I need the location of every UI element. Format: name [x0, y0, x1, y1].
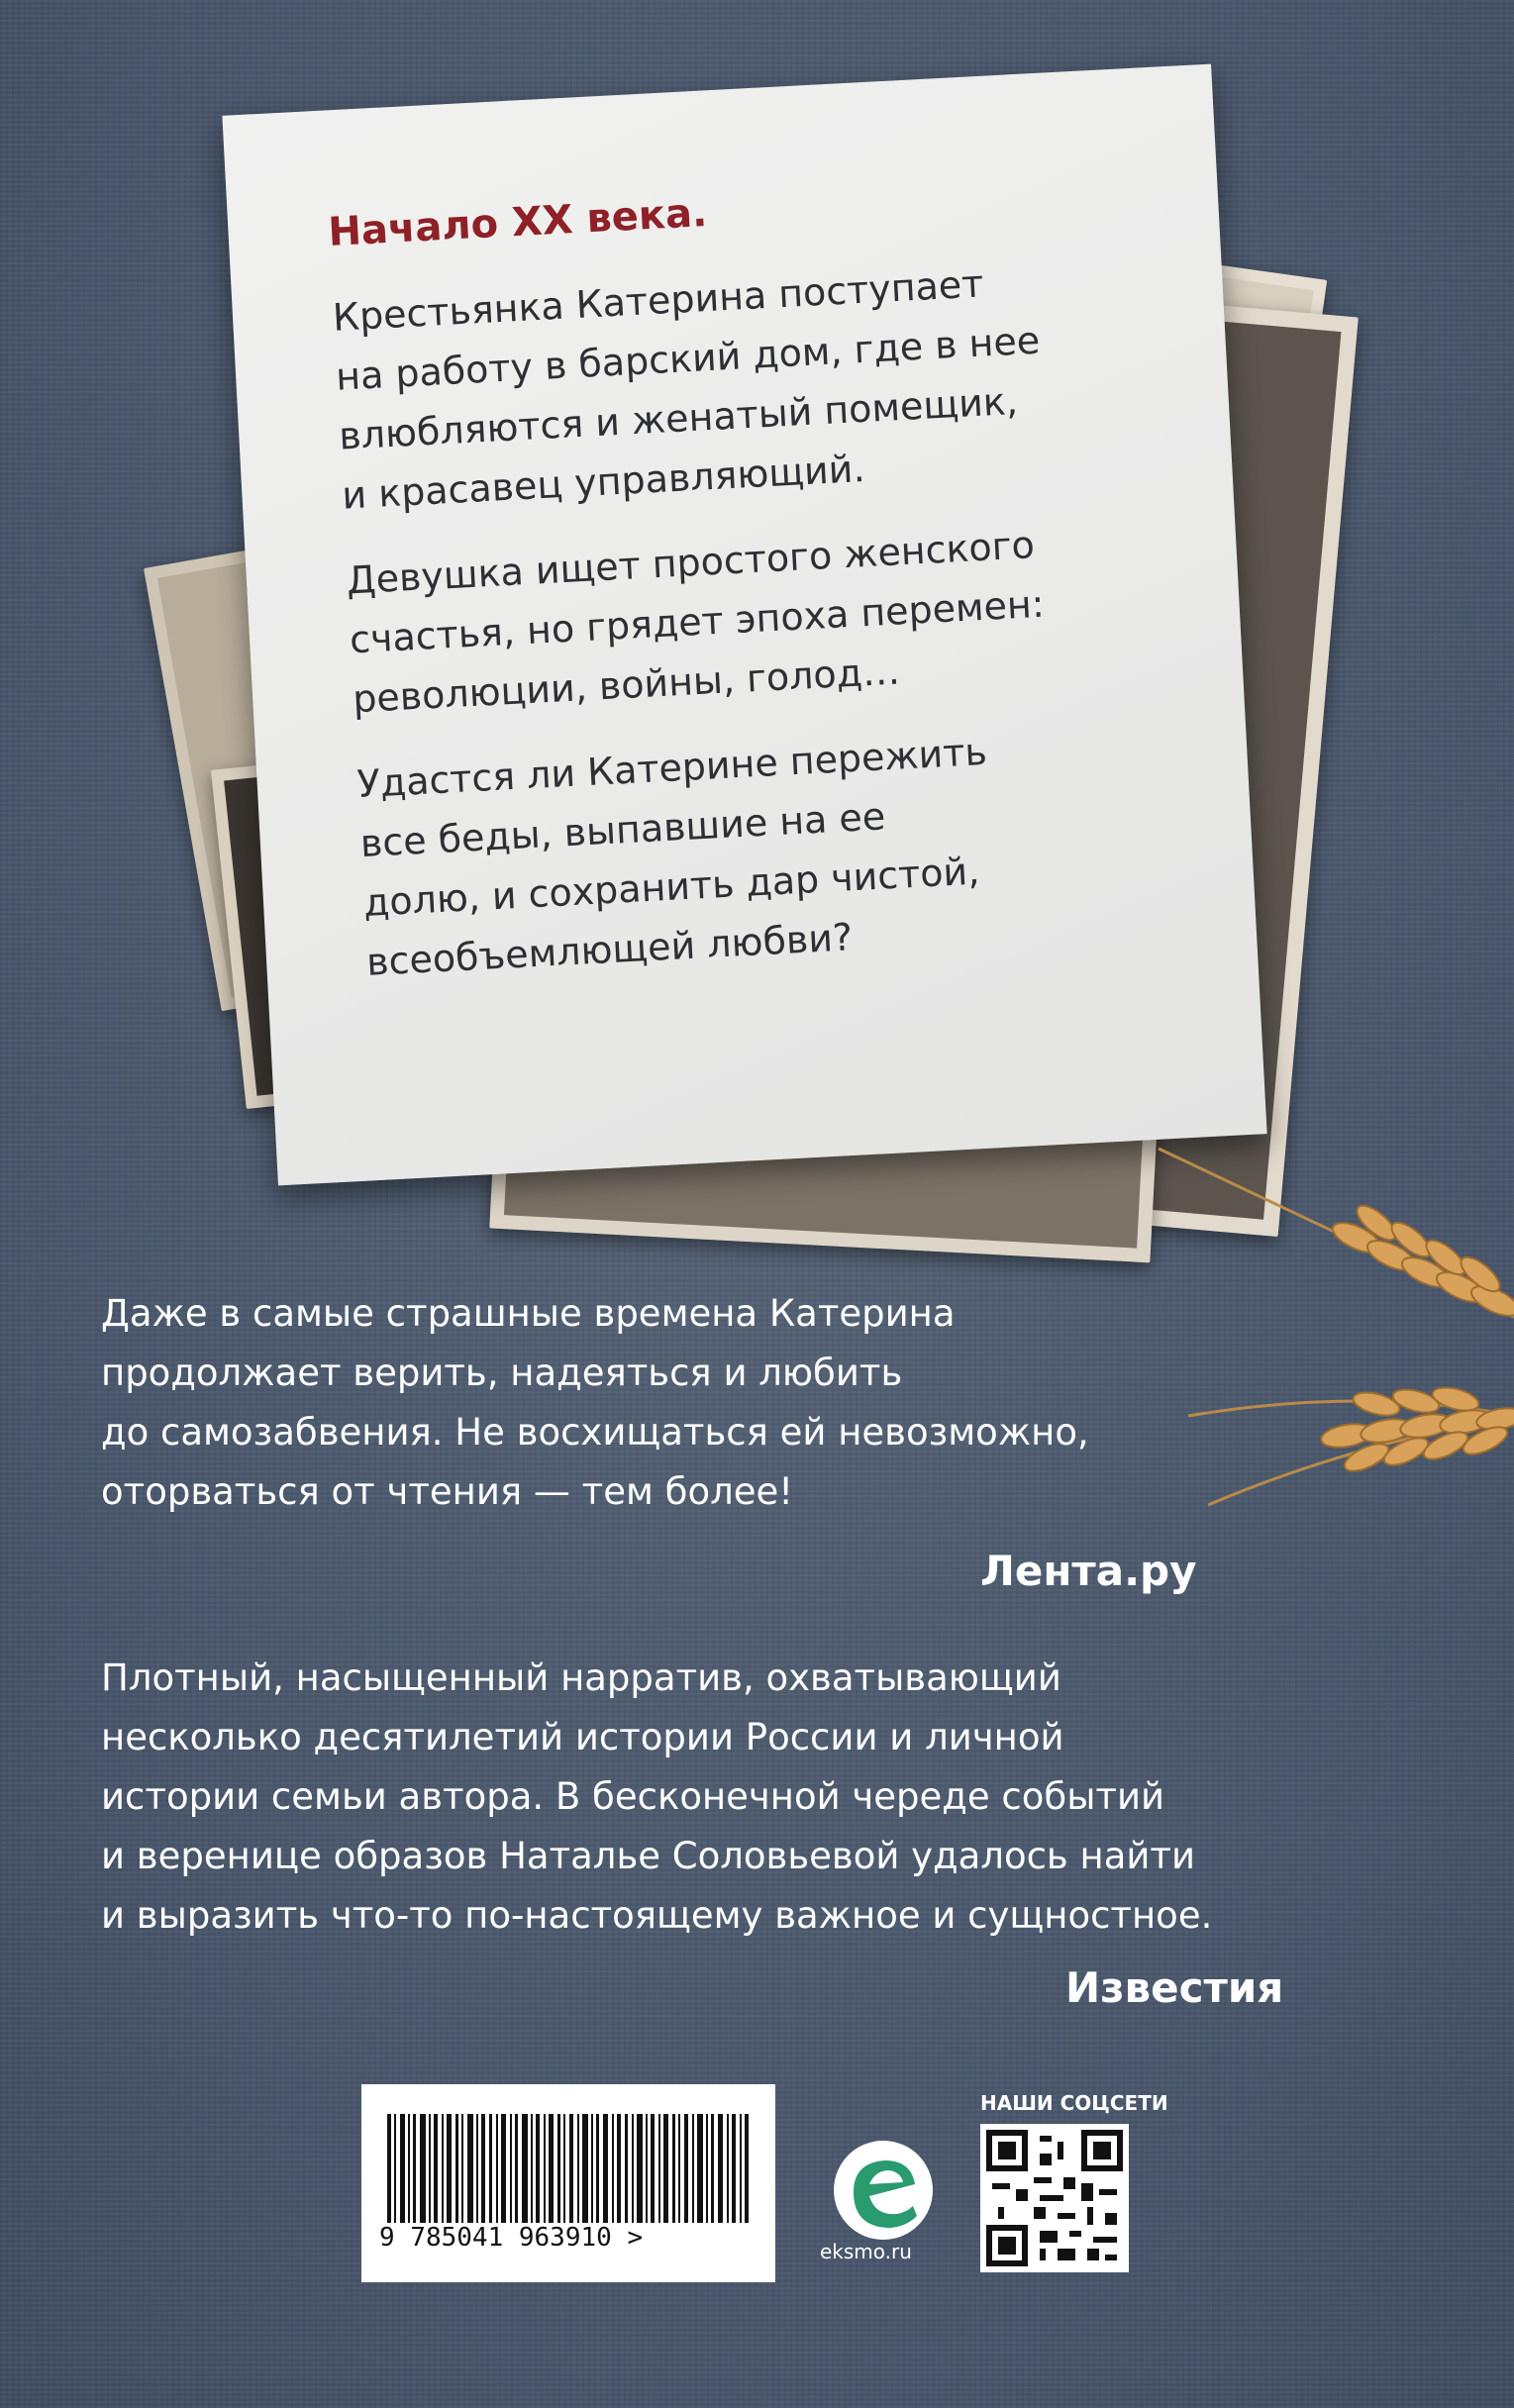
- note-heading: Начало XX века.: [327, 189, 709, 255]
- review-quote: Плотный, насыщенный нарратив, охватывающий несколько десятилетий истории России и личной истории семьи автора. В бесконечной череде событий и веренице образов Наталье Соловьевой удалось найти и выразить что-то по-настоящему важное и сущностное.: [101, 1656, 1213, 1937]
- review-quote: Даже в самые страшные времена Катерина продолжает верить, надеяться и любить до самозабвения. Не восхищаться ей невозможно, оторваться от чтения — тем более!: [101, 1292, 1089, 1513]
- publisher-site: eksmo.ru: [820, 2240, 912, 2263]
- note-paragraph: Девушка ищет простого женского счастья, но грядет эпоха перемен: революции, войны, голод…: [345, 523, 1046, 722]
- note-paragraph: Крестьянка Катерина поступает на работу в барский дом, где в нее влюбляются и женатый помещик, и красавец управляющий.: [331, 261, 1042, 518]
- review-source: Известия: [1065, 1963, 1284, 2012]
- eksmo-logo-icon: [830, 2137, 937, 2244]
- barcode-digits: 9 785041 963910 >: [379, 2223, 644, 2253]
- social-caption: НАШИ СОЦСЕТИ: [980, 2091, 1168, 2115]
- barcode: [361, 2084, 775, 2282]
- note-paragraph: Удастся ли Катерине пережить все беды, выпавшие на ее долю, и сохранить дар чистой, всеобъемлющей любви?: [355, 729, 988, 984]
- note-text: [327, 157, 1240, 1018]
- qr-code-icon[interactable]: [980, 2124, 1129, 2272]
- review-source: Лента.ру: [980, 1547, 1197, 1595]
- barcode-bars: [387, 2114, 750, 2223]
